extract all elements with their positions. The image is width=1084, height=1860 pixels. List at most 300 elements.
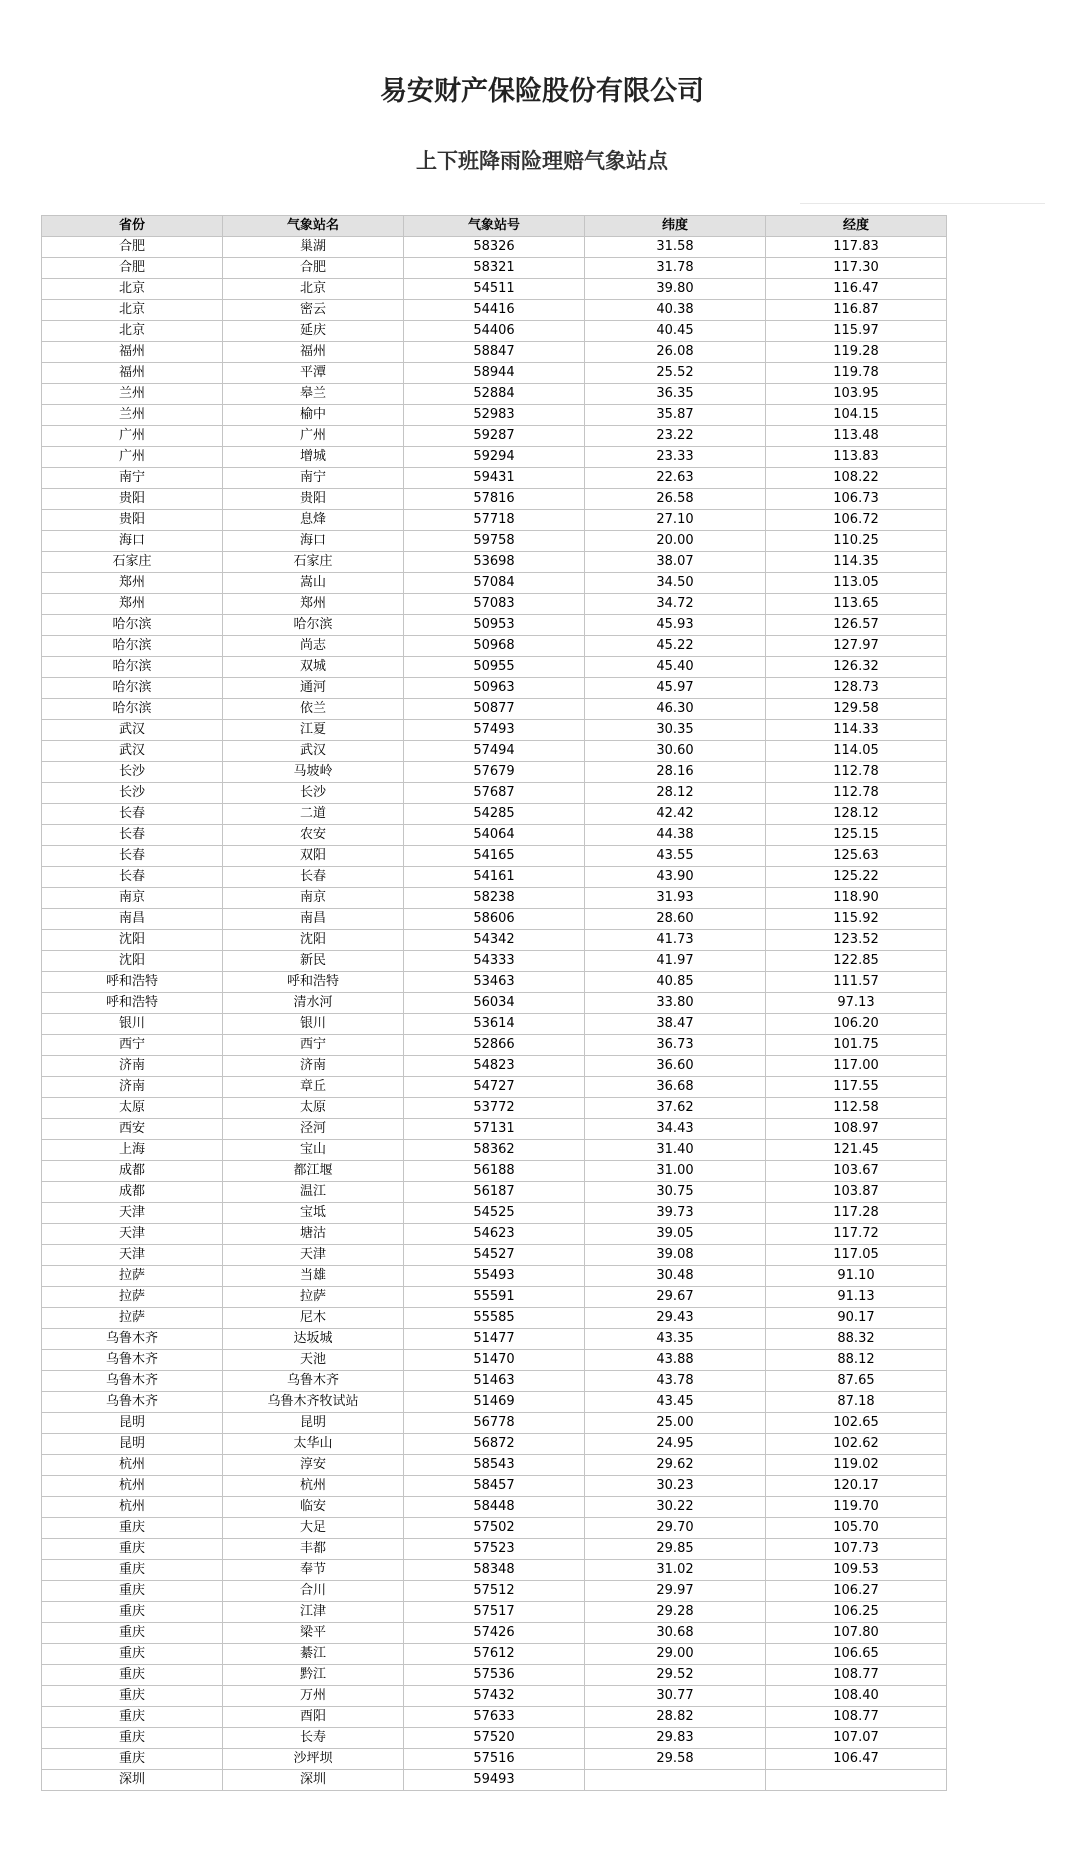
cell-latitude: 31.00: [585, 1161, 766, 1182]
cell-latitude: 43.78: [585, 1371, 766, 1392]
cell-province: 兰州: [42, 384, 223, 405]
cell-latitude: 34.72: [585, 594, 766, 615]
cell-station-name: 长沙: [223, 783, 404, 804]
cell-station-name: 尚志: [223, 636, 404, 657]
cell-station-name: 临安: [223, 1497, 404, 1518]
cell-station-number: 56188: [404, 1161, 585, 1182]
cell-province: 济南: [42, 1077, 223, 1098]
cell-latitude: 31.02: [585, 1560, 766, 1581]
cell-latitude: 36.68: [585, 1077, 766, 1098]
cell-latitude: 27.10: [585, 510, 766, 531]
cell-latitude: 43.35: [585, 1329, 766, 1350]
cell-latitude: 41.97: [585, 951, 766, 972]
cell-station-name: 黔江: [223, 1665, 404, 1686]
cell-latitude: 36.73: [585, 1035, 766, 1056]
cell-latitude: 37.62: [585, 1098, 766, 1119]
cell-latitude: 23.22: [585, 426, 766, 447]
cell-station-name: 都江堰: [223, 1161, 404, 1182]
cell-longitude: 104.15: [766, 405, 947, 426]
cell-station-name: 尼木: [223, 1308, 404, 1329]
cell-station-name: 丰都: [223, 1539, 404, 1560]
cell-province: 郑州: [42, 573, 223, 594]
table-row: [42, 1371, 947, 1392]
cell-province: 石家庄: [42, 552, 223, 573]
cell-station-name: 合川: [223, 1581, 404, 1602]
cell-province: 哈尔滨: [42, 615, 223, 636]
cell-longitude: 108.77: [766, 1665, 947, 1686]
cell-latitude: 38.47: [585, 1014, 766, 1035]
cell-station-number: 55591: [404, 1287, 585, 1308]
cell-station-number: 50968: [404, 636, 585, 657]
cell-province: 拉萨: [42, 1266, 223, 1287]
cell-latitude: 46.30: [585, 699, 766, 720]
cell-station-name: 梁平: [223, 1623, 404, 1644]
cell-latitude: 35.87: [585, 405, 766, 426]
cell-station-name: 沙坪坝: [223, 1749, 404, 1770]
cell-latitude: 29.62: [585, 1455, 766, 1476]
cell-station-name: 呼和浩特: [223, 972, 404, 993]
table-row: [42, 972, 947, 993]
cell-province: 哈尔滨: [42, 636, 223, 657]
cell-latitude: 29.43: [585, 1308, 766, 1329]
cell-longitude: 114.05: [766, 741, 947, 762]
cell-station-name: 大足: [223, 1518, 404, 1539]
cell-station-name: 綦江: [223, 1644, 404, 1665]
table-row: [42, 1623, 947, 1644]
table-row: [42, 1266, 947, 1287]
cell-station-number: 58543: [404, 1455, 585, 1476]
cell-longitude: 108.77: [766, 1707, 947, 1728]
cell-latitude: 44.38: [585, 825, 766, 846]
cell-station-name: 双阳: [223, 846, 404, 867]
cell-province: 武汉: [42, 720, 223, 741]
table-row: [42, 1350, 947, 1371]
table-row: [42, 573, 947, 594]
cell-province: 北京: [42, 321, 223, 342]
table-row: [42, 363, 947, 384]
cell-longitude: 106.47: [766, 1749, 947, 1770]
cell-station-number: 57084: [404, 573, 585, 594]
cell-station-number: 57516: [404, 1749, 585, 1770]
cell-province: 深圳: [42, 1770, 223, 1791]
cell-longitude: 117.00: [766, 1056, 947, 1077]
cell-station-name: 嵩山: [223, 573, 404, 594]
cell-province: 重庆: [42, 1623, 223, 1644]
table-row: [42, 1497, 947, 1518]
cell-station-number: 57517: [404, 1602, 585, 1623]
cell-latitude: 39.73: [585, 1203, 766, 1224]
cell-station-number: 57816: [404, 489, 585, 510]
table-row: [42, 1287, 947, 1308]
table-row: [42, 1644, 947, 1665]
cell-latitude: 43.45: [585, 1392, 766, 1413]
cell-station-name: 长春: [223, 867, 404, 888]
table-row: [42, 888, 947, 909]
cell-station-number: 53772: [404, 1098, 585, 1119]
cell-longitude: 116.47: [766, 279, 947, 300]
cell-province: 昆明: [42, 1413, 223, 1434]
cell-province: 重庆: [42, 1686, 223, 1707]
table-row: [42, 1707, 947, 1728]
cell-longitude: 114.33: [766, 720, 947, 741]
cell-station-name: 南宁: [223, 468, 404, 489]
cell-station-name: 农安: [223, 825, 404, 846]
cell-station-name: 乌鲁木齐: [223, 1371, 404, 1392]
cell-province: 乌鲁木齐: [42, 1371, 223, 1392]
table-row: [42, 258, 947, 279]
table-row: [42, 1560, 947, 1581]
cell-province: 贵阳: [42, 489, 223, 510]
cell-latitude: 24.95: [585, 1434, 766, 1455]
cell-latitude: 43.88: [585, 1350, 766, 1371]
cell-station-name: 乌鲁木齐牧试站: [223, 1392, 404, 1413]
cell-longitude: 106.25: [766, 1602, 947, 1623]
cell-province: 福州: [42, 342, 223, 363]
cell-station-name: 奉节: [223, 1560, 404, 1581]
cell-station-name: 长寿: [223, 1728, 404, 1749]
cell-province: 杭州: [42, 1455, 223, 1476]
cell-station-name: 石家庄: [223, 552, 404, 573]
cell-station-name: 江津: [223, 1602, 404, 1623]
cell-longitude: 114.35: [766, 552, 947, 573]
cell-latitude: 45.22: [585, 636, 766, 657]
cell-longitude: 125.15: [766, 825, 947, 846]
cell-province: 重庆: [42, 1560, 223, 1581]
cell-station-name: 武汉: [223, 741, 404, 762]
table-row: [42, 1539, 947, 1560]
column-header-province: 省份: [42, 216, 223, 237]
cell-station-name: 达坂城: [223, 1329, 404, 1350]
cell-longitude: 113.48: [766, 426, 947, 447]
cell-longitude: [766, 1770, 947, 1791]
cell-latitude: 28.12: [585, 783, 766, 804]
cell-station-number: 57493: [404, 720, 585, 741]
table-row: [42, 1098, 947, 1119]
cell-latitude: 40.85: [585, 972, 766, 993]
cell-station-number: 54727: [404, 1077, 585, 1098]
cell-station-number: 54511: [404, 279, 585, 300]
table-row: [42, 1476, 947, 1497]
cell-longitude: 129.58: [766, 699, 947, 720]
cell-longitude: 115.97: [766, 321, 947, 342]
table-row: [42, 510, 947, 531]
table-header: [42, 216, 947, 237]
cell-station-name: 福州: [223, 342, 404, 363]
cell-station-name: 银川: [223, 1014, 404, 1035]
cell-province: 海口: [42, 531, 223, 552]
company-title: 易安财产保险股份有限公司: [380, 76, 704, 107]
cell-station-name: 章丘: [223, 1077, 404, 1098]
cell-longitude: 101.75: [766, 1035, 947, 1056]
cell-station-number: 58348: [404, 1560, 585, 1581]
cell-latitude: 20.00: [585, 531, 766, 552]
cell-station-number: 59758: [404, 531, 585, 552]
cell-station-name: 塘沽: [223, 1224, 404, 1245]
cell-longitude: 112.78: [766, 783, 947, 804]
table-row: [42, 1140, 947, 1161]
cell-station-name: 泾河: [223, 1119, 404, 1140]
table-row: [42, 783, 947, 804]
cell-station-number: 54416: [404, 300, 585, 321]
cell-station-name: 皋兰: [223, 384, 404, 405]
cell-province: 重庆: [42, 1707, 223, 1728]
table-row: [42, 1056, 947, 1077]
cell-longitude: 121.45: [766, 1140, 947, 1161]
cell-province: 长春: [42, 825, 223, 846]
cell-station-number: 57523: [404, 1539, 585, 1560]
cell-longitude: 117.83: [766, 237, 947, 258]
cell-station-number: 58448: [404, 1497, 585, 1518]
cell-station-name: 延庆: [223, 321, 404, 342]
cell-province: 重庆: [42, 1644, 223, 1665]
cell-longitude: 115.92: [766, 909, 947, 930]
cell-latitude: 31.78: [585, 258, 766, 279]
cell-station-name: 淳安: [223, 1455, 404, 1476]
cell-longitude: 110.25: [766, 531, 947, 552]
cell-province: 西宁: [42, 1035, 223, 1056]
cell-longitude: 125.63: [766, 846, 947, 867]
cell-longitude: 108.40: [766, 1686, 947, 1707]
table-row: [42, 1182, 947, 1203]
cell-latitude: 29.83: [585, 1728, 766, 1749]
cell-station-name: 沈阳: [223, 930, 404, 951]
cell-latitude: 30.35: [585, 720, 766, 741]
column-header-station-name: 气象站名: [223, 216, 404, 237]
table-row: [42, 1392, 947, 1413]
cell-province: 哈尔滨: [42, 657, 223, 678]
table-row: [42, 1035, 947, 1056]
cell-station-name: 西宁: [223, 1035, 404, 1056]
cell-station-number: 58321: [404, 258, 585, 279]
cell-station-number: 57687: [404, 783, 585, 804]
table-row: [42, 321, 947, 342]
cell-province: 成都: [42, 1182, 223, 1203]
cell-province: 贵阳: [42, 510, 223, 531]
cell-station-number: 55585: [404, 1308, 585, 1329]
table-row: [42, 1245, 947, 1266]
cell-station-number: 53463: [404, 972, 585, 993]
cell-longitude: 128.12: [766, 804, 947, 825]
cell-longitude: 111.57: [766, 972, 947, 993]
table-row: [42, 1308, 947, 1329]
cell-latitude: 31.40: [585, 1140, 766, 1161]
cell-province: 天津: [42, 1245, 223, 1266]
cell-station-number: 54285: [404, 804, 585, 825]
cell-province: 长沙: [42, 762, 223, 783]
column-header-station-number: 气象站号: [404, 216, 585, 237]
cell-station-number: 54333: [404, 951, 585, 972]
cell-station-number: 59493: [404, 1770, 585, 1791]
cell-province: 长沙: [42, 783, 223, 804]
cell-station-name: 依兰: [223, 699, 404, 720]
table-row: [42, 426, 947, 447]
cell-province: 哈尔滨: [42, 699, 223, 720]
table-row: [42, 1077, 947, 1098]
table-row: [42, 1224, 947, 1245]
cell-station-number: 57536: [404, 1665, 585, 1686]
cell-province: 昆明: [42, 1434, 223, 1455]
cell-longitude: 125.22: [766, 867, 947, 888]
table-row: [42, 1329, 947, 1350]
cell-station-number: 57520: [404, 1728, 585, 1749]
cell-longitude: 112.58: [766, 1098, 947, 1119]
cell-station-name: 南京: [223, 888, 404, 909]
cell-province: 合肥: [42, 237, 223, 258]
cell-province: 北京: [42, 279, 223, 300]
table-body: [42, 237, 947, 1791]
cell-longitude: 108.22: [766, 468, 947, 489]
table-row: [42, 342, 947, 363]
cell-station-number: 54823: [404, 1056, 585, 1077]
cell-longitude: 113.05: [766, 573, 947, 594]
cell-station-name: 宝山: [223, 1140, 404, 1161]
cell-station-name: 杭州: [223, 1476, 404, 1497]
cell-station-number: 59294: [404, 447, 585, 468]
cell-latitude: 25.00: [585, 1413, 766, 1434]
cell-longitude: 119.78: [766, 363, 947, 384]
cell-station-number: 54342: [404, 930, 585, 951]
table-row: [42, 1728, 947, 1749]
cell-latitude: 30.48: [585, 1266, 766, 1287]
cell-province: 南宁: [42, 468, 223, 489]
cell-longitude: 91.13: [766, 1287, 947, 1308]
cell-station-name: 酉阳: [223, 1707, 404, 1728]
cell-station-number: 58326: [404, 237, 585, 258]
cell-latitude: 28.82: [585, 1707, 766, 1728]
cell-station-number: 50963: [404, 678, 585, 699]
cell-station-name: 温江: [223, 1182, 404, 1203]
cell-province: 沈阳: [42, 951, 223, 972]
table-row: [42, 720, 947, 741]
cell-station-number: 52884: [404, 384, 585, 405]
cell-longitude: 108.97: [766, 1119, 947, 1140]
cell-station-number: 54623: [404, 1224, 585, 1245]
cell-station-name: 天津: [223, 1245, 404, 1266]
table-row: [42, 825, 947, 846]
cell-latitude: 41.73: [585, 930, 766, 951]
cell-station-number: 57083: [404, 594, 585, 615]
cell-latitude: 34.43: [585, 1119, 766, 1140]
cell-longitude: 105.70: [766, 1518, 947, 1539]
cell-province: 拉萨: [42, 1308, 223, 1329]
cell-station-number: 57512: [404, 1581, 585, 1602]
cell-longitude: 113.65: [766, 594, 947, 615]
table-row: [42, 1161, 947, 1182]
table-row: [42, 1455, 947, 1476]
cell-station-number: 56187: [404, 1182, 585, 1203]
cell-station-name: 江夏: [223, 720, 404, 741]
cell-station-number: 58944: [404, 363, 585, 384]
cell-province: 南昌: [42, 909, 223, 930]
table-row: [42, 279, 947, 300]
cell-station-number: 53614: [404, 1014, 585, 1035]
cell-province: 重庆: [42, 1749, 223, 1770]
table-row: [42, 594, 947, 615]
cell-longitude: 88.32: [766, 1329, 947, 1350]
cell-province: 呼和浩特: [42, 972, 223, 993]
cell-station-number: 57432: [404, 1686, 585, 1707]
cell-station-number: 59287: [404, 426, 585, 447]
cell-station-name: 清水河: [223, 993, 404, 1014]
table-row: [42, 1602, 947, 1623]
cell-province: 重庆: [42, 1602, 223, 1623]
cell-longitude: 106.20: [766, 1014, 947, 1035]
cell-station-number: 56034: [404, 993, 585, 1014]
cell-station-name: 天池: [223, 1350, 404, 1371]
cell-longitude: 117.28: [766, 1203, 947, 1224]
cell-longitude: 106.65: [766, 1644, 947, 1665]
cell-province: 重庆: [42, 1665, 223, 1686]
table-row: [42, 930, 947, 951]
cell-latitude: 45.40: [585, 657, 766, 678]
cell-latitude: 23.33: [585, 447, 766, 468]
cell-station-name: 海口: [223, 531, 404, 552]
cell-station-name: 北京: [223, 279, 404, 300]
cell-province: 成都: [42, 1161, 223, 1182]
cell-province: 杭州: [42, 1497, 223, 1518]
column-header-longitude: 经度: [766, 216, 947, 237]
cell-latitude: 42.42: [585, 804, 766, 825]
table-row: [42, 300, 947, 321]
cell-longitude: 106.27: [766, 1581, 947, 1602]
cell-latitude: 31.58: [585, 237, 766, 258]
cell-station-name: 二道: [223, 804, 404, 825]
cell-station-name: 宝坻: [223, 1203, 404, 1224]
cell-latitude: 25.52: [585, 363, 766, 384]
cell-station-name: 哈尔滨: [223, 615, 404, 636]
cell-province: 呼和浩特: [42, 993, 223, 1014]
cell-station-name: 贵阳: [223, 489, 404, 510]
table-row: [42, 615, 947, 636]
cell-station-name: 广州: [223, 426, 404, 447]
cell-province: 重庆: [42, 1518, 223, 1539]
cell-longitude: 90.17: [766, 1308, 947, 1329]
cell-station-number: 58457: [404, 1476, 585, 1497]
cell-station-number: 51477: [404, 1329, 585, 1350]
cell-latitude: 29.97: [585, 1581, 766, 1602]
cell-station-number: 51463: [404, 1371, 585, 1392]
cell-station-name: 巢湖: [223, 237, 404, 258]
cell-longitude: 103.67: [766, 1161, 947, 1182]
cell-station-name: 增城: [223, 447, 404, 468]
station-table: [41, 215, 947, 1791]
cell-station-name: 南昌: [223, 909, 404, 930]
table-row: [42, 762, 947, 783]
table-row: [42, 1434, 947, 1455]
cell-latitude: 29.85: [585, 1539, 766, 1560]
cell-province: 天津: [42, 1203, 223, 1224]
cell-latitude: 38.07: [585, 552, 766, 573]
cell-province: 合肥: [42, 258, 223, 279]
cell-province: 南京: [42, 888, 223, 909]
cell-longitude: 107.80: [766, 1623, 947, 1644]
cell-latitude: [585, 1770, 766, 1791]
table-row: [42, 657, 947, 678]
cell-latitude: 22.63: [585, 468, 766, 489]
cell-province: 哈尔滨: [42, 678, 223, 699]
table-row: [42, 237, 947, 258]
cell-province: 上海: [42, 1140, 223, 1161]
cell-station-name: 密云: [223, 300, 404, 321]
cell-station-name: 昆明: [223, 1413, 404, 1434]
table-row: [42, 636, 947, 657]
cell-station-number: 54527: [404, 1245, 585, 1266]
cell-station-number: 50955: [404, 657, 585, 678]
cell-longitude: 109.53: [766, 1560, 947, 1581]
cell-province: 广州: [42, 426, 223, 447]
cell-station-number: 59431: [404, 468, 585, 489]
cell-province: 杭州: [42, 1476, 223, 1497]
